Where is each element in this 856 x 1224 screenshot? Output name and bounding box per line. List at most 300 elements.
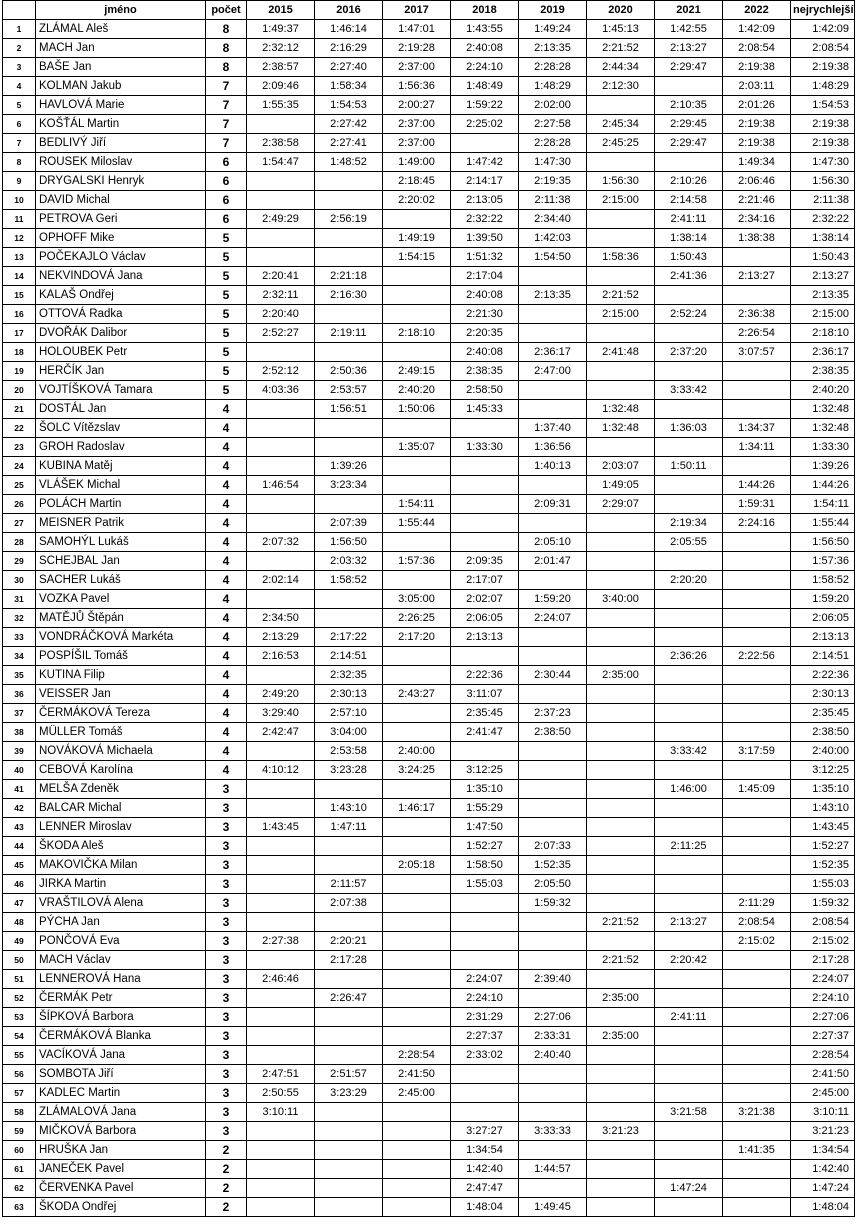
year-time: 1:43:10 (315, 799, 383, 818)
year-time: 1:52:35 (519, 856, 587, 875)
race-count: 3 (206, 1008, 247, 1027)
year-time (315, 1141, 383, 1160)
table-row (3, 590, 855, 609)
year-time (383, 267, 451, 286)
year-time (655, 1046, 723, 1065)
runner-name: ZLÁMALOVÁ Jana (36, 1103, 206, 1122)
year-time (723, 533, 791, 552)
year-time (451, 495, 519, 514)
year-time: 2:42:47 (247, 723, 315, 742)
race-count: 4 (206, 685, 247, 704)
row-number: 51 (3, 970, 36, 989)
best-time: 1:42:40 (791, 1160, 855, 1179)
race-count: 4 (206, 552, 247, 571)
best-time: 1:52:27 (791, 837, 855, 856)
year-time: 2:37:00 (383, 115, 451, 134)
year-time (519, 324, 587, 343)
year-time: 1:59:31 (723, 495, 791, 514)
year-time (655, 495, 723, 514)
year-time: 2:32:35 (315, 666, 383, 685)
table-row (3, 837, 855, 856)
race-count: 3 (206, 818, 247, 837)
year-time (723, 989, 791, 1008)
year-time (587, 96, 655, 115)
runner-name: DAVID Michal (36, 191, 206, 210)
runner-name: ZLÁMAL Aleš (36, 20, 206, 39)
year-time (383, 419, 451, 438)
year-time (587, 1008, 655, 1027)
table-row (3, 210, 855, 229)
best-time: 2:15:02 (791, 932, 855, 951)
best-time: 1:55:03 (791, 875, 855, 894)
runner-name: MÜLLER Tomáš (36, 723, 206, 742)
year-time (587, 1141, 655, 1160)
year-time: 3:05:00 (383, 590, 451, 609)
year-time (587, 362, 655, 381)
year-time: 2:21:52 (587, 951, 655, 970)
best-time: 2:13:35 (791, 286, 855, 305)
header-year: 2018 (451, 1, 519, 20)
row-number: 24 (3, 457, 36, 476)
year-time (587, 742, 655, 761)
year-time (723, 875, 791, 894)
runner-name: ŠOLC Vítězslav (36, 419, 206, 438)
year-time: 3:40:00 (587, 590, 655, 609)
year-time (315, 1046, 383, 1065)
year-time (655, 1065, 723, 1084)
table-row (3, 514, 855, 533)
year-time: 2:36:38 (723, 305, 791, 324)
year-time: 2:09:31 (519, 495, 587, 514)
year-time (655, 153, 723, 172)
year-time: 2:35:00 (587, 989, 655, 1008)
year-time: 2:22:56 (723, 647, 791, 666)
best-time: 1:47:24 (791, 1179, 855, 1198)
year-time (723, 286, 791, 305)
year-time: 1:54:15 (383, 248, 451, 267)
year-time (655, 609, 723, 628)
header-num (3, 1, 36, 20)
best-time: 2:19:38 (791, 58, 855, 77)
year-time: 2:08:54 (723, 39, 791, 58)
table-row (3, 1046, 855, 1065)
best-time: 1:50:43 (791, 248, 855, 267)
race-count: 7 (206, 134, 247, 153)
year-time: 2:26:54 (723, 324, 791, 343)
year-time: 2:37:00 (383, 134, 451, 153)
year-time: 2:19:35 (519, 172, 587, 191)
row-number: 19 (3, 362, 36, 381)
year-time: 2:24:07 (451, 970, 519, 989)
table-row (3, 818, 855, 837)
year-time (247, 172, 315, 191)
best-time: 1:42:09 (791, 20, 855, 39)
year-time (383, 1008, 451, 1027)
year-time (519, 913, 587, 932)
row-number: 61 (3, 1160, 36, 1179)
year-time (655, 970, 723, 989)
runner-name: VOZKA Pavel (36, 590, 206, 609)
year-time: 3:21:58 (655, 1103, 723, 1122)
best-time: 2:22:36 (791, 666, 855, 685)
year-time: 2:16:53 (247, 647, 315, 666)
year-time: 2:29:47 (655, 58, 723, 77)
year-time: 1:49:37 (247, 20, 315, 39)
race-count: 6 (206, 153, 247, 172)
year-time: 1:49:05 (587, 476, 655, 495)
year-time (655, 1198, 723, 1217)
table-row (3, 1027, 855, 1046)
year-time (587, 875, 655, 894)
runner-name: ŠKODA Aleš (36, 837, 206, 856)
year-time (587, 894, 655, 913)
year-time: 1:48:04 (451, 1198, 519, 1217)
best-time: 2:28:54 (791, 1046, 855, 1065)
year-time: 1:55:35 (247, 96, 315, 115)
runner-name: ČERMÁKOVÁ Blanka (36, 1027, 206, 1046)
year-time: 2:01:26 (723, 96, 791, 115)
year-time: 1:46:00 (655, 780, 723, 799)
year-time (519, 1084, 587, 1103)
year-time (247, 590, 315, 609)
table-row (3, 191, 855, 210)
year-time: 2:09:46 (247, 77, 315, 96)
year-time: 3:29:40 (247, 704, 315, 723)
year-time (383, 1141, 451, 1160)
year-time (519, 818, 587, 837)
runner-name: MATĚJŮ Štěpán (36, 609, 206, 628)
runner-name: JIRKA Martin (36, 875, 206, 894)
year-time: 1:47:24 (655, 1179, 723, 1198)
year-time (587, 685, 655, 704)
year-time (315, 1122, 383, 1141)
row-number: 46 (3, 875, 36, 894)
year-time: 2:20:02 (383, 191, 451, 210)
year-time (451, 1084, 519, 1103)
year-time: 1:55:03 (451, 875, 519, 894)
header-year: 2015 (247, 1, 315, 20)
year-time: 2:20:35 (451, 324, 519, 343)
year-time (383, 571, 451, 590)
year-time: 2:21:52 (587, 286, 655, 305)
table-row (3, 476, 855, 495)
year-time: 1:50:06 (383, 400, 451, 419)
year-time (383, 780, 451, 799)
year-time (247, 1198, 315, 1217)
runner-name: HAVLOVÁ Marie (36, 96, 206, 115)
year-time: 1:42:55 (655, 20, 723, 39)
year-time: 2:41:50 (383, 1065, 451, 1084)
year-time: 1:43:55 (451, 20, 519, 39)
best-time: 2:41:50 (791, 1065, 855, 1084)
year-time (587, 381, 655, 400)
year-time (655, 818, 723, 837)
runner-name: VONDRÁČKOVÁ Markéta (36, 628, 206, 647)
race-count: 8 (206, 58, 247, 77)
year-time (451, 647, 519, 666)
year-time: 1:39:50 (451, 229, 519, 248)
year-time: 2:19:11 (315, 324, 383, 343)
row-number: 15 (3, 286, 36, 305)
year-time: 2:34:40 (519, 210, 587, 229)
year-time (655, 1141, 723, 1160)
table-row (3, 647, 855, 666)
table-row (3, 913, 855, 932)
runner-name: LENNER Miroslav (36, 818, 206, 837)
year-time: 2:05:18 (383, 856, 451, 875)
year-time: 1:50:11 (655, 457, 723, 476)
year-time: 3:33:42 (655, 742, 723, 761)
header-best: nejrychlejší (791, 1, 855, 20)
year-time: 2:36:17 (519, 343, 587, 362)
year-time: 2:30:13 (315, 685, 383, 704)
year-time: 2:29:45 (655, 115, 723, 134)
runner-name: BALCAR Michal (36, 799, 206, 818)
year-time: 1:59:32 (519, 894, 587, 913)
year-time (655, 1160, 723, 1179)
race-count: 5 (206, 362, 247, 381)
year-time: 1:56:30 (587, 172, 655, 191)
year-time: 2:19:38 (723, 115, 791, 134)
year-time (519, 628, 587, 647)
row-number: 34 (3, 647, 36, 666)
year-time (315, 438, 383, 457)
table-row (3, 1141, 855, 1160)
year-time: 2:13:13 (451, 628, 519, 647)
year-time: 2:24:16 (723, 514, 791, 533)
table-row (3, 39, 855, 58)
year-time: 2:20:41 (247, 267, 315, 286)
race-count: 2 (206, 1160, 247, 1179)
year-time: 2:43:27 (383, 685, 451, 704)
year-time (723, 362, 791, 381)
row-number: 25 (3, 476, 36, 495)
year-time: 2:07:39 (315, 514, 383, 533)
best-time: 1:33:30 (791, 438, 855, 457)
runner-name: OTTOVÁ Radka (36, 305, 206, 324)
runner-name: OPHOFF Mike (36, 229, 206, 248)
best-time: 1:52:35 (791, 856, 855, 875)
year-time (451, 1065, 519, 1084)
year-time (247, 400, 315, 419)
year-time (587, 761, 655, 780)
year-time (723, 400, 791, 419)
row-number: 26 (3, 495, 36, 514)
year-time (383, 1103, 451, 1122)
year-time (247, 343, 315, 362)
year-time (247, 742, 315, 761)
year-time: 1:46:17 (383, 799, 451, 818)
row-number: 37 (3, 704, 36, 723)
year-time: 1:32:48 (587, 400, 655, 419)
year-time: 1:54:53 (315, 96, 383, 115)
year-time (451, 457, 519, 476)
year-time: 2:38:50 (519, 723, 587, 742)
year-time (723, 951, 791, 970)
row-number: 57 (3, 1084, 36, 1103)
year-time (383, 1179, 451, 1198)
year-time (383, 875, 451, 894)
year-time (655, 666, 723, 685)
year-time: 1:40:13 (519, 457, 587, 476)
race-count: 7 (206, 115, 247, 134)
year-time (383, 723, 451, 742)
race-count: 4 (206, 704, 247, 723)
year-time (655, 590, 723, 609)
year-time (655, 856, 723, 875)
runner-name: BEDLIVÝ Jiří (36, 134, 206, 153)
year-time (587, 533, 655, 552)
race-count: 3 (206, 1084, 247, 1103)
race-count: 3 (206, 1122, 247, 1141)
year-time (315, 172, 383, 191)
best-time: 1:38:14 (791, 229, 855, 248)
year-time (519, 799, 587, 818)
row-number: 17 (3, 324, 36, 343)
year-time: 2:10:35 (655, 96, 723, 115)
runner-name: VEISSER Jan (36, 685, 206, 704)
year-time: 1:37:40 (519, 419, 587, 438)
best-time: 1:58:52 (791, 571, 855, 590)
header-year: 2017 (383, 1, 451, 20)
year-time (587, 799, 655, 818)
year-time (723, 457, 791, 476)
row-number: 11 (3, 210, 36, 229)
year-time: 2:07:38 (315, 894, 383, 913)
year-time: 2:44:34 (587, 58, 655, 77)
year-time (315, 1179, 383, 1198)
year-time: 1:44:57 (519, 1160, 587, 1179)
row-number: 32 (3, 609, 36, 628)
best-time: 1:59:20 (791, 590, 855, 609)
best-time: 1:59:32 (791, 894, 855, 913)
year-time: 2:26:47 (315, 989, 383, 1008)
table-row (3, 438, 855, 457)
table-row (3, 875, 855, 894)
year-time: 3:33:42 (655, 381, 723, 400)
table-row (3, 1122, 855, 1141)
year-time: 1:47:50 (451, 818, 519, 837)
year-time (247, 248, 315, 267)
year-time: 1:36:56 (519, 438, 587, 457)
year-time (247, 856, 315, 875)
year-time: 3:21:23 (587, 1122, 655, 1141)
year-time: 2:52:27 (247, 324, 315, 343)
year-time: 1:36:03 (655, 419, 723, 438)
year-time: 2:41:11 (655, 1008, 723, 1027)
row-number: 30 (3, 571, 36, 590)
race-count: 4 (206, 533, 247, 552)
year-time: 2:05:55 (655, 533, 723, 552)
race-count: 4 (206, 438, 247, 457)
race-count: 8 (206, 39, 247, 58)
row-number: 63 (3, 1198, 36, 1217)
year-time: 1:35:10 (451, 780, 519, 799)
year-time (655, 628, 723, 647)
year-time: 2:47:00 (519, 362, 587, 381)
runner-name: MIČKOVÁ Barbora (36, 1122, 206, 1141)
race-count: 4 (206, 457, 247, 476)
best-time: 1:54:53 (791, 96, 855, 115)
year-time: 1:58:50 (451, 856, 519, 875)
year-time (383, 476, 451, 495)
header-row (3, 1, 855, 20)
race-count: 3 (206, 837, 247, 856)
year-time (587, 1160, 655, 1179)
row-number: 7 (3, 134, 36, 153)
year-time (315, 1027, 383, 1046)
runner-name: POSPÍŠIL Tomáš (36, 647, 206, 666)
race-count: 3 (206, 989, 247, 1008)
year-time (655, 286, 723, 305)
runner-name: VRAŠTILOVÁ Alena (36, 894, 206, 913)
year-time (383, 1160, 451, 1179)
table-row (3, 704, 855, 723)
year-time (723, 248, 791, 267)
year-time (451, 932, 519, 951)
year-time: 1:42:09 (723, 20, 791, 39)
runner-name: KUBINA Matěj (36, 457, 206, 476)
year-time (451, 742, 519, 761)
row-number: 18 (3, 343, 36, 362)
year-time: 1:59:22 (451, 96, 519, 115)
year-time (247, 115, 315, 134)
year-time: 2:58:50 (451, 381, 519, 400)
year-time (519, 780, 587, 799)
year-time (587, 837, 655, 856)
race-count: 4 (206, 419, 247, 438)
runner-name: MAKOVIČKA Milan (36, 856, 206, 875)
year-time (587, 1103, 655, 1122)
year-time: 1:47:01 (383, 20, 451, 39)
year-time (315, 837, 383, 856)
row-number: 21 (3, 400, 36, 419)
table-row (3, 799, 855, 818)
year-time (723, 704, 791, 723)
year-time: 2:27:42 (315, 115, 383, 134)
year-time: 2:45:00 (383, 1084, 451, 1103)
row-number: 52 (3, 989, 36, 1008)
year-time: 2:32:12 (247, 39, 315, 58)
year-time: 2:40:08 (451, 343, 519, 362)
year-time: 1:49:34 (723, 153, 791, 172)
year-time: 2:41:48 (587, 343, 655, 362)
year-time: 2:45:25 (587, 134, 655, 153)
year-time (655, 704, 723, 723)
year-time (587, 970, 655, 989)
year-time (383, 305, 451, 324)
table-row (3, 400, 855, 419)
row-number: 4 (3, 77, 36, 96)
year-time (247, 514, 315, 533)
row-number: 20 (3, 381, 36, 400)
table-row (3, 419, 855, 438)
runner-name: PETROVA Geri (36, 210, 206, 229)
year-time (587, 324, 655, 343)
year-time: 2:52:12 (247, 362, 315, 381)
best-time: 2:38:50 (791, 723, 855, 742)
best-time: 1:34:54 (791, 1141, 855, 1160)
year-time (723, 1160, 791, 1179)
race-count: 7 (206, 96, 247, 115)
year-time (383, 951, 451, 970)
year-time: 2:41:11 (655, 210, 723, 229)
year-time (451, 419, 519, 438)
year-time: 2:00:27 (383, 96, 451, 115)
table-row (3, 381, 855, 400)
table-row (3, 153, 855, 172)
year-time: 2:28:54 (383, 1046, 451, 1065)
